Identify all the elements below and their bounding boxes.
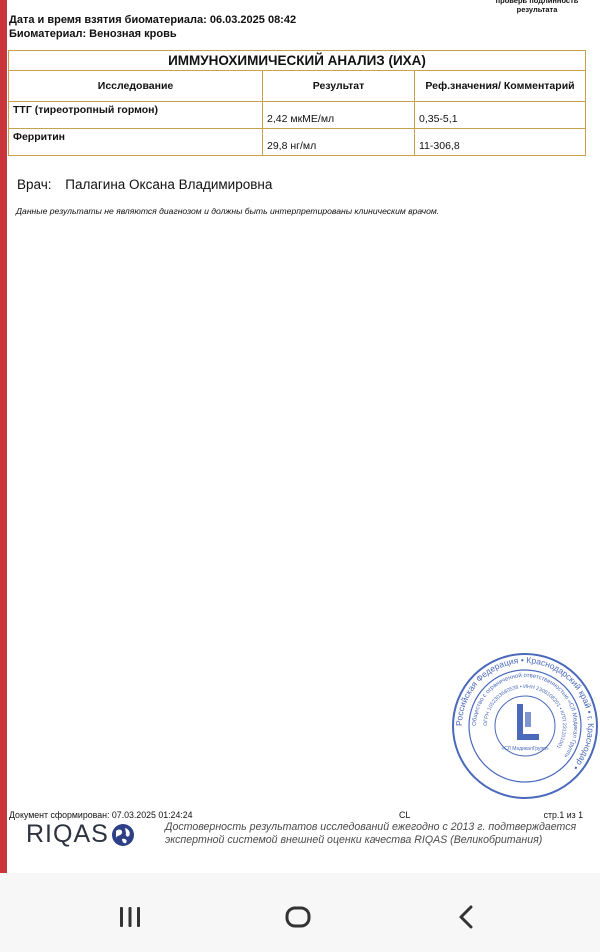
stamp-inner-text: Общество с ограниченной ответственностью «СЛ Медикал Групп» <box>471 672 579 759</box>
riqas-statement: Достоверность результатов исследований ежегодно с 2013 г. подтверждается экспертной системой внешней оценки качества RIQAS (Великобритания) <box>165 821 577 846</box>
test-result: 2,42 мкМЕ/мл <box>263 102 415 129</box>
document-code: CL <box>399 810 411 820</box>
table-row <box>9 129 586 156</box>
stamp-ids: ОГРН 1052303680538 • ИНН 2308108201 • КПП 231101001 <box>482 683 568 750</box>
recent-apps-button[interactable] <box>110 897 150 937</box>
column-header: Результат <box>263 71 415 102</box>
verify-note: проверь подлинность результата <box>495 0 579 14</box>
generated-date: Документ сформирован: 07.03.2025 01:24:24 <box>9 810 193 820</box>
column-header: Исследование <box>9 71 263 102</box>
test-reference: 0,35-5,1 <box>415 102 586 129</box>
back-icon <box>457 905 475 929</box>
home-icon <box>285 906 311 928</box>
test-reference: 11-306,8 <box>415 129 586 156</box>
table-title: ИММУНОХИМИЧЕСКИЙ АНАЛИЗ (ИХА) <box>9 51 586 71</box>
side-strip <box>0 0 7 873</box>
biomaterial: Биоматериал: Венозная кровь <box>9 28 177 40</box>
footer-line <box>9 810 583 820</box>
test-name: Ферритин <box>9 129 263 156</box>
stamp-center-text: «СЛ МедикалГрупп» <box>501 746 549 752</box>
recent-apps-icon <box>118 906 142 928</box>
disclaimer: Данные результаты не являются диагнозом и должны быть интерпретированы клиническим врачом. <box>16 206 440 216</box>
doctor-name: Палагина Оксана Владимировна <box>65 177 273 192</box>
page-number: стр.1 из 1 <box>543 810 583 820</box>
table-row <box>9 102 586 129</box>
back-button[interactable] <box>446 897 486 937</box>
test-name: ТТГ (тиреотропный гормон) <box>9 102 263 129</box>
stamp-outer-text: Российская Федерация • Краснодарский край • г. Краснодар • <box>453 654 597 773</box>
collection-datetime: Дата и время взятия биоматериала: 06.03.2025 08:42 <box>9 14 297 26</box>
column-header: Реф.значения/ Комментарий <box>415 71 586 102</box>
globe-icon <box>110 822 136 848</box>
doctor-label: Врач: <box>17 177 52 192</box>
clinic-stamp <box>451 652 599 800</box>
riqas-logo <box>26 820 136 849</box>
document-page <box>7 0 600 873</box>
test-result: 29,8 нг/мл <box>263 129 415 156</box>
android-nav-bar <box>0 873 600 952</box>
home-button[interactable] <box>278 897 318 937</box>
doctor-line <box>17 177 272 192</box>
riqas-logo-text: RIQAS <box>26 820 109 848</box>
results-table <box>8 50 586 156</box>
